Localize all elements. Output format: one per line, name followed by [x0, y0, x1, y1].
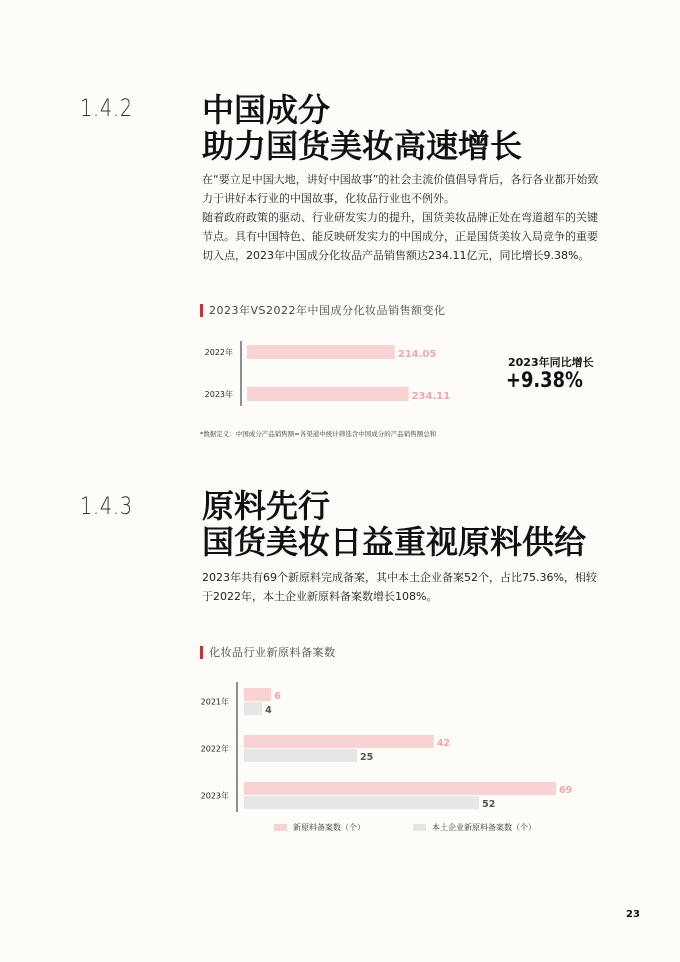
- callout-label: 2023年同比增长: [508, 356, 594, 369]
- callout-value: +9.38%: [506, 368, 583, 392]
- category-label: 2022年: [204, 348, 233, 357]
- data-label: 6: [274, 691, 281, 702]
- legend-swatch: [413, 824, 426, 831]
- category-label: 2021年: [200, 697, 229, 707]
- body-paragraph: 2023年共有69个新原料完成备案，其中本土企业备案52个，占比75.36%，相较于2022年，本土企业新原料备案数增长108%。: [202, 571, 597, 603]
- legend-label: 新原料备案数（个）: [293, 823, 365, 832]
- section-title: [202, 92, 522, 164]
- body-paragraph: 随着政府政策的驱动、行业研发实力的提升，国货美妆品牌正处在弯道超车的关键节点。具有中国特色、能反映研发实力的中国成分，正是国货美妆入局竞争的重要切入点，2023年中国成分化妆品产品销售额达234.11亿元，同比增长9.38%。: [202, 211, 598, 262]
- page-number: 23: [626, 909, 640, 920]
- bar: [244, 702, 262, 715]
- section-title-line1: 原料先行: [202, 487, 331, 525]
- new-material-bar-chart: [190, 680, 590, 815]
- category-label: 2023年: [200, 791, 229, 801]
- section-number: 1.4.2: [80, 94, 133, 122]
- chart-legend: [274, 822, 536, 833]
- section-title: [202, 488, 586, 560]
- category-label: 2023年: [204, 390, 233, 399]
- section-title-line2: 助力国货美妆高速增长: [202, 127, 523, 165]
- legend-item: [413, 822, 536, 833]
- data-label: 52: [482, 799, 496, 810]
- section-title-line2: 国货美妆日益重视原料供给: [202, 523, 587, 561]
- legend-item: [274, 822, 365, 833]
- bar: [247, 387, 409, 401]
- bar: [244, 796, 479, 809]
- data-label: 69: [559, 785, 573, 796]
- section-body: [202, 170, 602, 265]
- data-definition-note: *数据定义：中国成分产品销售额=各渠道中统计筛选含中国成分的产品销售额总和: [200, 430, 437, 438]
- chart-title: 化妆品行业新原料备案数: [200, 646, 336, 659]
- section-title-line1: 中国成分: [202, 91, 331, 129]
- data-label: 25: [360, 752, 374, 763]
- legend-label: 本土企业新原料备案数（个）: [432, 823, 536, 832]
- bar: [247, 345, 395, 359]
- category-label: 2022年: [200, 744, 229, 754]
- data-label: 42: [436, 738, 451, 749]
- sales-bar-chart: [190, 336, 500, 411]
- bar: [244, 688, 271, 701]
- bar: [244, 749, 357, 762]
- chart-title: 2023年VS2022年中国成分化妆品销售额变化: [200, 304, 446, 317]
- data-label: 4: [265, 705, 272, 716]
- bar: [244, 735, 434, 748]
- section-number: 1.4.3: [80, 492, 133, 520]
- data-label: 234.11: [411, 391, 451, 402]
- body-paragraph: 在“要立足中国大地，讲好中国故事”的社会主流价值倡导背后，各行各业都开始致力于讲好本行业的中国故事，化妆品行业也不例外。: [202, 173, 599, 205]
- data-label: 214.05: [397, 349, 437, 360]
- legend-swatch: [274, 824, 287, 831]
- bar: [244, 782, 556, 795]
- section-body: [202, 568, 602, 606]
